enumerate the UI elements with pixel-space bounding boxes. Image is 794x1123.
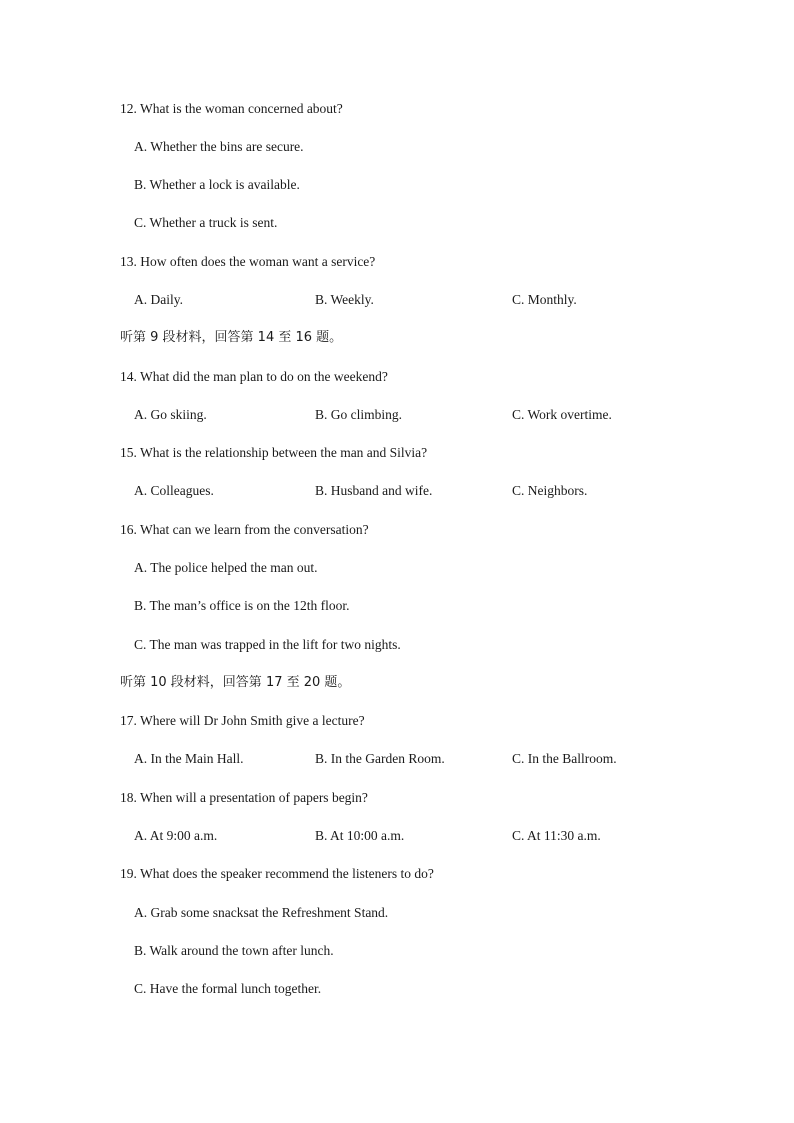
question-12-option-c: C. Whether a truck is sent. — [134, 215, 278, 230]
question-15-stem: 15. What is the relationship between the man and Silvia? — [120, 445, 428, 460]
section-9-instruction: 听第 9 段材料，回答第 14 至 16 题。 — [120, 330, 343, 345]
question-16-option-b: B. The man’s office is on the 12th floor. — [134, 598, 350, 613]
question-14-stem: 14. What did the man plan to do on the weekend? — [120, 369, 388, 384]
question-13-option-b: B. Weekly. — [315, 292, 374, 307]
question-15-option-b: B. Husband and wife. — [315, 483, 433, 498]
question-13-stem: 13. How often does the woman want a service? — [120, 254, 376, 269]
question-14-option-a: A. Go skiing. — [134, 407, 207, 422]
question-19-option-a: A. Grab some snacksat the Refreshment Stand. — [134, 905, 389, 920]
question-16-stem: 16. What can we learn from the conversation? — [120, 522, 369, 537]
question-19-option-c: C. Have the formal lunch together. — [134, 981, 322, 996]
question-18-option-b: B. At 10:00 a.m. — [315, 828, 405, 843]
question-18-option-c: C. At 11:30 a.m. — [512, 828, 601, 843]
question-17-option-a: A. In the Main Hall. — [134, 751, 244, 766]
question-17-option-b: B. In the Garden Room. — [315, 751, 445, 766]
question-19-stem: 19. What does the speaker recommend the listeners to do? — [120, 866, 434, 881]
question-12-option-b: B. Whether a lock is available. — [134, 177, 300, 192]
question-18-stem: 18. When will a presentation of papers begin? — [120, 790, 368, 805]
question-18-option-a: A. At 9:00 a.m. — [134, 828, 218, 843]
question-13-option-c: C. Monthly. — [512, 292, 577, 307]
question-17-stem: 17. Where will Dr John Smith give a lecture? — [120, 713, 365, 728]
question-19-option-b: B. Walk around the town after lunch. — [134, 943, 334, 958]
section-10-instruction: 听第 10 段材料，回答第 17 至 20 题。 — [120, 675, 351, 690]
question-16-option-a: A. The police helped the man out. — [134, 560, 318, 575]
question-12-stem: 12. What is the woman concerned about? — [120, 101, 343, 116]
question-16-option-c: C. The man was trapped in the lift for two nights. — [134, 637, 401, 652]
question-12-option-a: A. Whether the bins are secure. — [134, 139, 304, 154]
question-15-option-c: C. Neighbors. — [512, 483, 588, 498]
question-14-option-b: B. Go climbing. — [315, 407, 402, 422]
question-17-option-c: C. In the Ballroom. — [512, 751, 617, 766]
question-14-option-c: C. Work overtime. — [512, 407, 612, 422]
question-15-option-a: A. Colleagues. — [134, 483, 214, 498]
question-13-option-a: A. Daily. — [134, 292, 183, 307]
